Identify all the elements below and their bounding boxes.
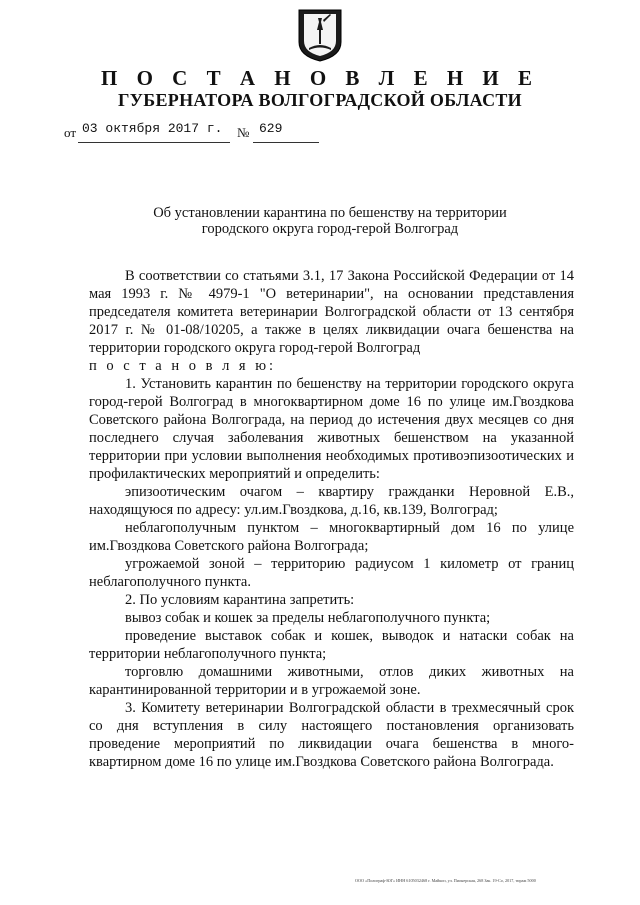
document-title: П О С Т А Н О В Л Е Н И Е xyxy=(100,66,539,90)
document-number: 629 xyxy=(259,121,283,136)
date-underline xyxy=(78,142,230,143)
coat-of-arms-icon xyxy=(297,8,343,62)
clause-2: 2. По условиям карантина запретить: xyxy=(125,592,355,608)
clause-2-item-2: проведение выставок собак и кошек, выводок и натаски собак на территории неблагополучного пункта; xyxy=(89,628,574,662)
decree-word: п о с т а н о в л я ю: xyxy=(89,358,277,374)
clause-3: 3. Комитету ветеринарии Волгоградской области в трехмесячный срок со дня вступления в силу настоящего постановления организовать проведение мероприятий по ликвидации очага бешенства в много-квартирном доме 16 по улице им.Гвоздкова Советского района Волгограда. xyxy=(89,700,574,770)
document-body xyxy=(89,267,574,771)
document-date: 03 октября 2017 г. xyxy=(82,121,223,136)
clause-1-zone: угрожаемой зоной – территорию радиусом 1 километр от границ неблагополучного пункта. xyxy=(89,556,574,590)
subject-line-2: городского округа город-герой Волгоград xyxy=(201,221,459,237)
clause-1: 1. Установить карантин по бешенству на территории городского округа город-герой Волгоград в многоквартирном доме 16 по улице им.Гвоздкова Советского района Волгограда, на период до истечения двух месяцев со дня последнего случая заболевания животных бешенством на указанной территории при условии выполнения необходимых противоэпизоотических и профилактических мероприятий и определить: xyxy=(89,376,574,482)
clause-1-point: неблагополучным пунктом – многоквартирный дом 16 по улице им.Гвоздкова Советского района Волгограда; xyxy=(89,520,574,554)
number-prefix: № xyxy=(237,125,250,140)
clause-2-item-3: торговлю домашними животными, отлов диких животных на карантинированной территории и в угрожаемой зоне. xyxy=(89,664,574,698)
date-prefix: от xyxy=(64,125,77,140)
subject-line-1: Об установлении карантина по бешенству на территории xyxy=(153,205,507,221)
number-underline xyxy=(253,142,319,143)
document-issuer: ГУБЕРНАТОРА ВОЛГОГРАДСКОЙ ОБЛАСТИ xyxy=(118,90,522,110)
printer-imprint: ООО «Полиграф-ЮГ» ИНН 6105032468 г. Майкоп, ул. Пионерская, 268 Зак. 19-Со, 2017, тираж 5000 xyxy=(355,878,536,883)
clause-2-item-1: вывоз собак и кошек за пределы неблагополучного пункта; xyxy=(125,610,491,626)
preamble-paragraph: В соответствии со статьями 3.1, 17 Закона Российской Федерации от 14 мая 1993 г. № 4979-1 "О ветеринарии", на основании представления председателя комитета ветеринарии Волгоградской области от 13 сентября 2017 г. № 01-08/10205, а также в целях ликвидации очага бешенства на территории городского округа город-герой Волгоград xyxy=(89,268,574,356)
document-subject xyxy=(100,205,560,237)
clause-1-focus: эпизоотическим очагом – квартиру гражданки Неровной Е.В., находящуюся по адресу: ул.им.Гвоздкова, д.16, кв.139, Волгоград; xyxy=(89,484,574,518)
